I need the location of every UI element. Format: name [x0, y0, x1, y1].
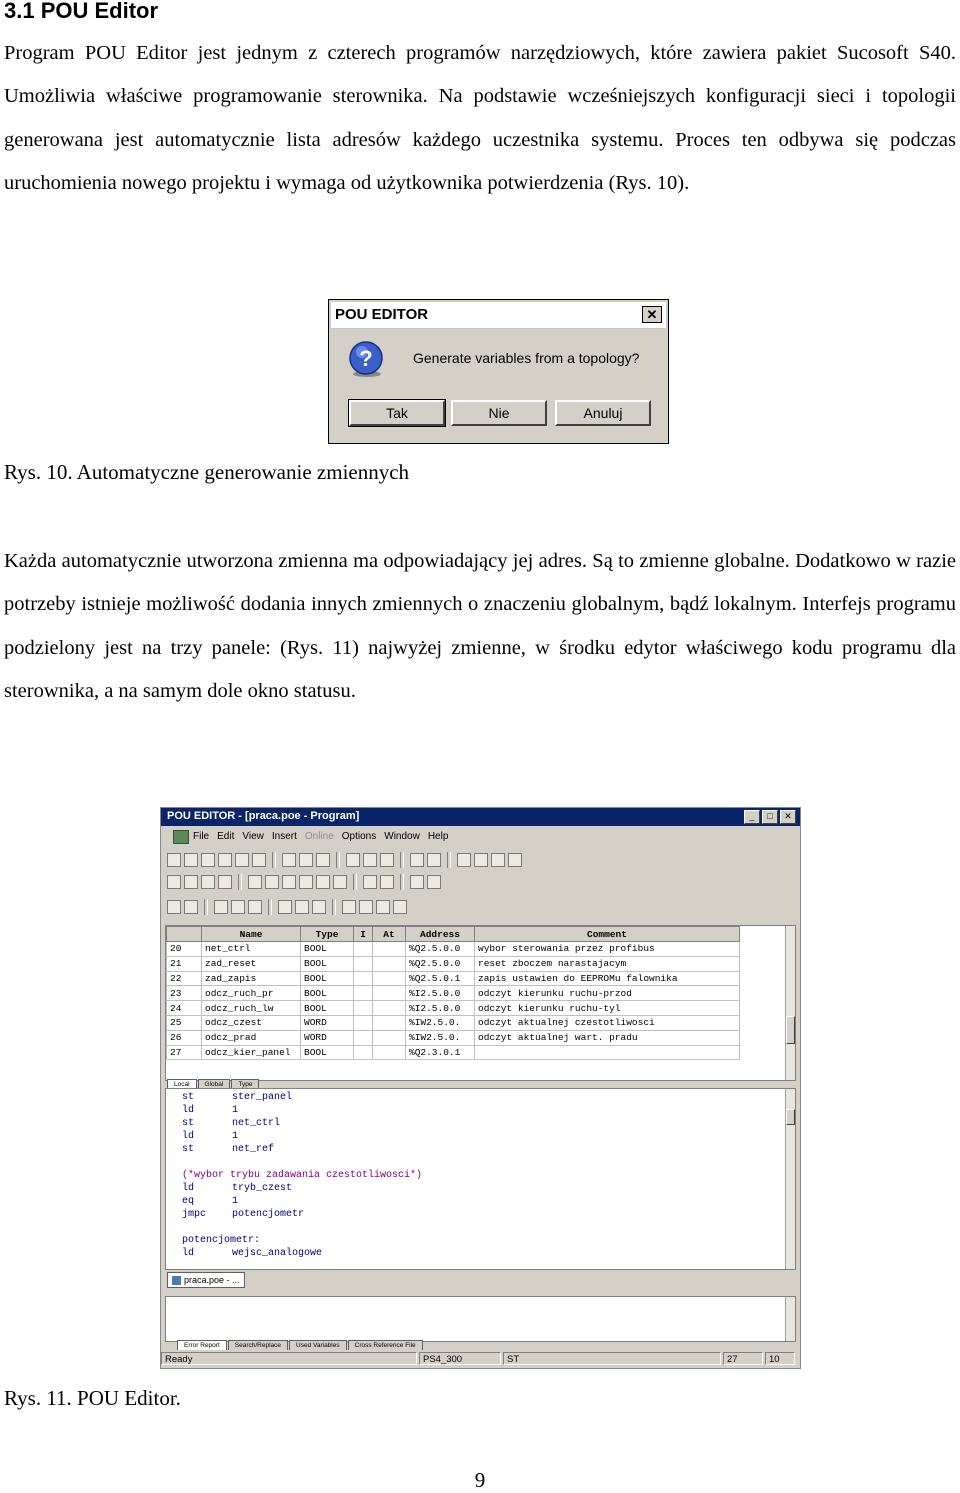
minimize-icon[interactable]: _ — [744, 810, 760, 824]
declarations-icon[interactable] — [218, 875, 232, 889]
goto-icon[interactable] — [333, 875, 347, 889]
dialog-title-bar — [331, 302, 666, 329]
document-tab[interactable]: praca.poe - ... — [167, 1272, 245, 1288]
status-bar — [161, 1352, 800, 1368]
menu-bar — [161, 828, 800, 845]
intro-paragraph: Program POU Editor jest jednym z czterech programów narzędziowych, które zawiera pakiet Sucosoft S40. Umożliwia właściwe programowanie sterownika. Na podstawie wcześniejszych konfiguracji sieci i topologii generowana jest automatycznie lista adresów każdego uczestnika systemu. Proces ten odbywa się podczas uruchomienia nowego projektu i wymaga od użytkownika potwierdzenia (Rys. 10). — [4, 42, 956, 195]
question-icon — [347, 340, 385, 378]
code-editor[interactable]: st ster_panel ld 1 st net_ctrl ld 1 st net_ref (*wybor trybu zadawania czestotliwosci*) ld tryb_czest eq 1 jmpc potencjometr potencjometr: ld wejsc_analogowe — [182, 1092, 423, 1259]
tab-used-variables[interactable]: Used Variables — [289, 1340, 347, 1350]
yes-button[interactable]: Tak — [349, 400, 445, 426]
column-header-at[interactable]: At — [373, 927, 406, 942]
context-help-icon[interactable] — [427, 875, 441, 889]
undo-icon[interactable] — [410, 853, 424, 867]
zoom-out-icon[interactable] — [359, 900, 373, 914]
figure-caption-10: Rys. 10. Automatyczne generowanie zmiennych — [4, 460, 410, 484]
dialog-message: Generate variables from a topology? — [413, 350, 640, 366]
column-header-type[interactable]: Type — [301, 927, 354, 942]
tab-search-replace[interactable]: Search/Replace — [228, 1340, 288, 1350]
figure-caption-11: Rys. 11. POU Editor. — [4, 1386, 181, 1410]
window-title-bar — [161, 808, 800, 826]
table-row[interactable]: 21 zad_reset BOOL %Q2.5.0.0 reset zboczem narastajacym — [167, 956, 740, 971]
block-b-icon[interactable] — [231, 900, 245, 914]
page-number: 9 — [474, 1468, 486, 1492]
build-icon[interactable] — [491, 853, 505, 867]
table-row[interactable]: 24 odcz_ruch_lw BOOL %I2.5.0.0 odczyt kierunku ruchu-tyl — [167, 1001, 740, 1016]
table-icon[interactable] — [201, 875, 215, 889]
status-column: 10 — [765, 1352, 795, 1365]
section-heading: 3.1 POU Editor — [4, 0, 159, 23]
status-output-panel — [165, 1296, 796, 1342]
menu-edit[interactable]: Edit — [217, 831, 235, 842]
library-icon[interactable] — [363, 875, 377, 889]
toolbar-2 — [167, 873, 441, 891]
output-tabs — [177, 1340, 424, 1350]
block-f-icon[interactable] — [248, 900, 262, 914]
menu-online[interactable]: Online — [304, 831, 334, 842]
variables-scrollbar[interactable] — [785, 926, 795, 1080]
replace-icon[interactable] — [316, 875, 330, 889]
new-program-icon[interactable] — [184, 853, 198, 867]
insert-element-icon[interactable] — [278, 900, 292, 914]
code-editor-panel[interactable] — [165, 1088, 796, 1270]
status-ready: Ready — [161, 1352, 417, 1365]
monitor-icon[interactable] — [380, 875, 394, 889]
find-icon[interactable] — [316, 853, 330, 867]
syntax-check-icon[interactable] — [457, 853, 471, 867]
close-icon[interactable]: ✕ — [642, 306, 662, 323]
il-editor-icon[interactable] — [167, 900, 181, 914]
tab-cross-reference[interactable]: Cross Reference File — [348, 1340, 423, 1350]
svg-text:?: ? — [359, 346, 373, 371]
menu-file[interactable]: File — [193, 831, 210, 842]
menu-help[interactable]: Help — [427, 831, 449, 842]
column-header-name[interactable]: Name — [202, 927, 301, 942]
tab-error-report[interactable]: Error Report — [177, 1340, 227, 1350]
table-row[interactable]: 25 odcz_czest WORD %IW2.5.0. odczyt aktualnej czestotliwosci — [167, 1015, 740, 1030]
new-function-icon[interactable] — [201, 853, 215, 867]
menu-window[interactable]: Window — [384, 831, 420, 842]
status-plc: PS4_300 — [419, 1352, 501, 1365]
delete-row-icon[interactable] — [184, 875, 198, 889]
type-icon[interactable] — [299, 875, 313, 889]
view-grid-icon[interactable] — [376, 900, 390, 914]
close-icon[interactable]: ✕ — [780, 810, 796, 824]
view-list-icon[interactable] — [393, 900, 407, 914]
variables-icon[interactable] — [282, 875, 296, 889]
copy-icon[interactable] — [363, 853, 377, 867]
print-preview-icon[interactable] — [299, 853, 313, 867]
variables-panel — [165, 925, 796, 1081]
status-line: 27 — [723, 1352, 763, 1365]
status-language: ST — [503, 1352, 721, 1365]
print-icon[interactable] — [282, 853, 296, 867]
table-row[interactable]: 26 odcz_prad WORD %IW2.5.0. odczyt aktualnej wart. pradu — [167, 1030, 740, 1045]
interface-paragraph: Każda automatycznie utworzona zmienna ma odpowiadający jej adres. Są to zmienne globalne. Dodatkowo w razie potrzeby istnieje możliwość dodania innych zmiennych o znaczeniu globalnym, bądź lokalnym. Interfejs programu podzielony jest na trzy panele: (Rys. 11) najwyżej zmienne, w środku edytor właściwego kodu programu dla sterownika, a na samym dole okno statusu. — [4, 550, 956, 703]
window-title: POU EDITOR - [praca.poe - Program] — [167, 810, 360, 822]
table-row[interactable]: 20 net_ctrl BOOL %Q2.5.0.0 wybor sterowania przez profibus — [167, 942, 740, 957]
insert-network-icon[interactable] — [295, 900, 309, 914]
menu-view[interactable]: View — [242, 831, 264, 842]
save-all-icon[interactable] — [252, 853, 266, 867]
program-icon[interactable] — [265, 875, 279, 889]
code-scroll-thumb[interactable] — [786, 1109, 795, 1125]
table-row[interactable]: 23 odcz_ruch_pr BOOL %I2.5.0.0 odczyt kierunku ruchu-przod — [167, 986, 740, 1001]
table-row[interactable]: 22 zad_zapis BOOL %Q2.5.0.1 zapis ustawien do EEPROMu falownika — [167, 971, 740, 986]
pou-editor-window — [160, 807, 801, 1369]
menu-insert[interactable]: Insert — [271, 831, 297, 842]
generate-variables-dialog — [328, 299, 669, 444]
tab-type[interactable]: Type — [231, 1079, 259, 1089]
column-header-address[interactable]: Address — [406, 927, 475, 942]
compile-icon[interactable] — [474, 853, 488, 867]
paste-icon[interactable] — [380, 853, 394, 867]
tab-global[interactable]: Global — [198, 1079, 231, 1089]
zoom-in-icon[interactable] — [342, 900, 356, 914]
cancel-button[interactable]: Anuluj — [555, 400, 651, 426]
variables-scroll-thumb[interactable] — [786, 1016, 795, 1044]
save-icon[interactable] — [235, 853, 249, 867]
code-scrollbar[interactable] — [785, 1089, 795, 1269]
open-icon[interactable] — [218, 853, 232, 867]
toolbar-3 — [167, 898, 407, 916]
tab-local[interactable]: Local — [167, 1079, 197, 1089]
document-icon — [172, 1276, 181, 1285]
dialog-title: POU EDITOR — [335, 306, 429, 323]
new-file-icon[interactable] — [167, 853, 181, 867]
insert-row-icon[interactable] — [167, 875, 181, 889]
block-a-icon[interactable] — [214, 900, 228, 914]
st-editor-icon[interactable] — [184, 900, 198, 914]
column-header-index — [167, 927, 202, 942]
column-header-i[interactable]: I — [354, 927, 373, 942]
cut-icon[interactable] — [346, 853, 360, 867]
help-icon[interactable] — [410, 875, 424, 889]
table-row[interactable]: 27 odcz_kier_panel BOOL %Q2.3.0.1 — [167, 1045, 740, 1060]
toolbar-1 — [167, 851, 522, 869]
redo-icon[interactable] — [427, 853, 441, 867]
options-icon[interactable] — [508, 853, 522, 867]
menu-options[interactable]: Options — [341, 831, 377, 842]
no-button[interactable]: Nie — [451, 400, 547, 426]
variables-table — [166, 926, 740, 1060]
grid-icon[interactable] — [248, 875, 262, 889]
output-scrollbar[interactable] — [785, 1297, 795, 1341]
maximize-icon[interactable]: □ — [762, 810, 778, 824]
insert-jump-icon[interactable] — [312, 900, 326, 914]
app-menu-icon[interactable] — [173, 830, 189, 844]
column-header-comment[interactable]: Comment — [475, 927, 740, 942]
